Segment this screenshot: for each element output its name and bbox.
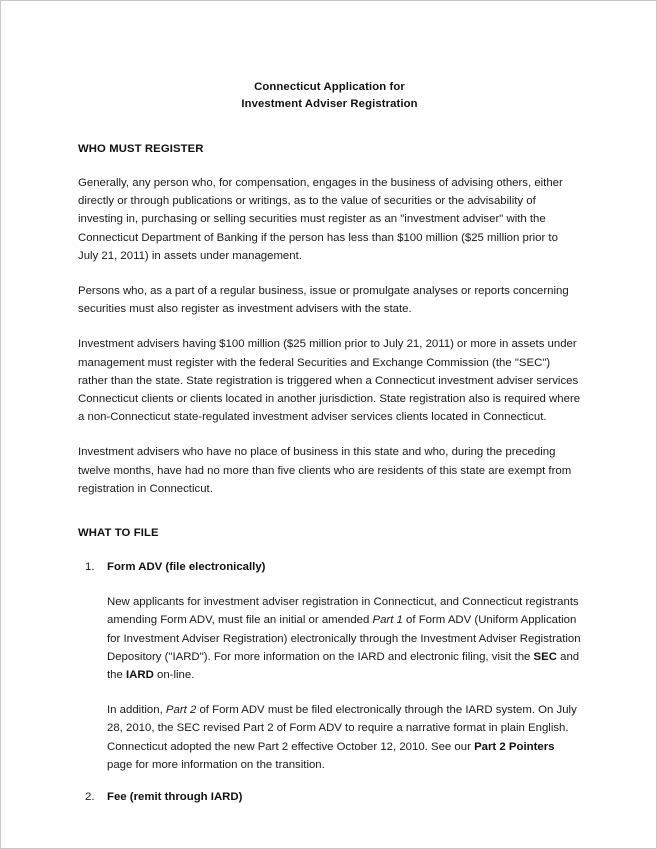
text-run: on-line. — [153, 669, 195, 682]
document-title-line-1: Connecticut Application for — [254, 81, 405, 93]
emphasis-bold: Part 2 Pointers — [474, 740, 555, 753]
text-run: of Form ADV must be filed electronically through the IARD system. On July 28, 2010, the SEC revised Part 2 of Form ADV to require a narrative format in plain English. Connecticut adopted the new Part 2 effective October 12, 2010. See our — [107, 704, 577, 753]
list-item-heading-form-adv: Form ADV (file electronically) — [107, 561, 266, 574]
text-run: of Form ADV (Uniform Application for Investment Adviser Registration) electronically through the Investment Adviser Registration Depository ("IARD"). For more information on the IARD and electronic filing, visit the — [107, 614, 581, 663]
text-run: New applicants for investment adviser registration in Connecticut, and Connecticut registrants amending Form ADV, must file an initial or amended — [107, 596, 579, 627]
section-heading-who-must-register: WHO MUST REGISTER — [78, 143, 204, 155]
paragraph-form-adv-part2 — [107, 701, 581, 774]
list-marker-2: 2. — [85, 791, 95, 804]
emphasis-italic: Part 2 — [165, 704, 197, 717]
list-item-form-adv — [78, 558, 581, 774]
paragraph-who-must-register-4: Investment advisers who have no place of business in this state and who, during the preceding twelve months, have had no more than five clients who are residents of this state are exempt from registration in Connecticut. — [78, 446, 572, 495]
document-title-line-2: Investment Adviser Registration — [241, 97, 418, 110]
section-heading-what-to-file: WHAT TO FILE — [78, 527, 159, 540]
emphasis-bold: SEC — [533, 650, 557, 663]
text-run: page for more information on the transition. — [107, 758, 325, 771]
emphasis-bold: IARD — [126, 669, 154, 682]
list-item-fee — [78, 788, 581, 806]
document-title — [78, 79, 581, 112]
document-content — [78, 79, 581, 806]
paragraph-who-must-register-3: Investment advisers having $100 million ($25 million prior to July 21, 2011) or more in assets under management must register with the federal Securities and Exchange Commission (the "SEC") rather than the state. State registration is triggered when a Connecticut investment adviser services Connecticut clients or clients located in another jurisdiction. State registration also is required where a non-Connecticut state-regulated investment adviser services clients located in Connecticut. — [78, 338, 581, 424]
paragraph-who-must-register-2: Persons who, as a part of a regular business, issue or promulgate analyses or reports concerning securities must also register as investment advisers with the state. — [78, 285, 569, 316]
list-item-heading-fee: Fee (remit through IARD) — [107, 791, 243, 804]
paragraph-form-adv-part1 — [107, 593, 581, 684]
emphasis-italic: Part 1 — [372, 614, 403, 627]
text-run: In addition, — [107, 704, 166, 717]
text-run: and the — [107, 650, 580, 682]
what-to-file-list — [78, 558, 581, 806]
list-marker-1: 1. — [85, 561, 95, 574]
paragraph-who-must-register-1: Generally, any person who, for compensation, engages in the business of advising others, either directly or through publications or writings, as to the value of securities or the advisability of investing in, purchasing or selling securities must register as an "investment adviser" with the Connecticut Department of Banking if the person has less than $100 million ($25 million prior to July 21, 2011) in assets under management. — [78, 177, 563, 262]
